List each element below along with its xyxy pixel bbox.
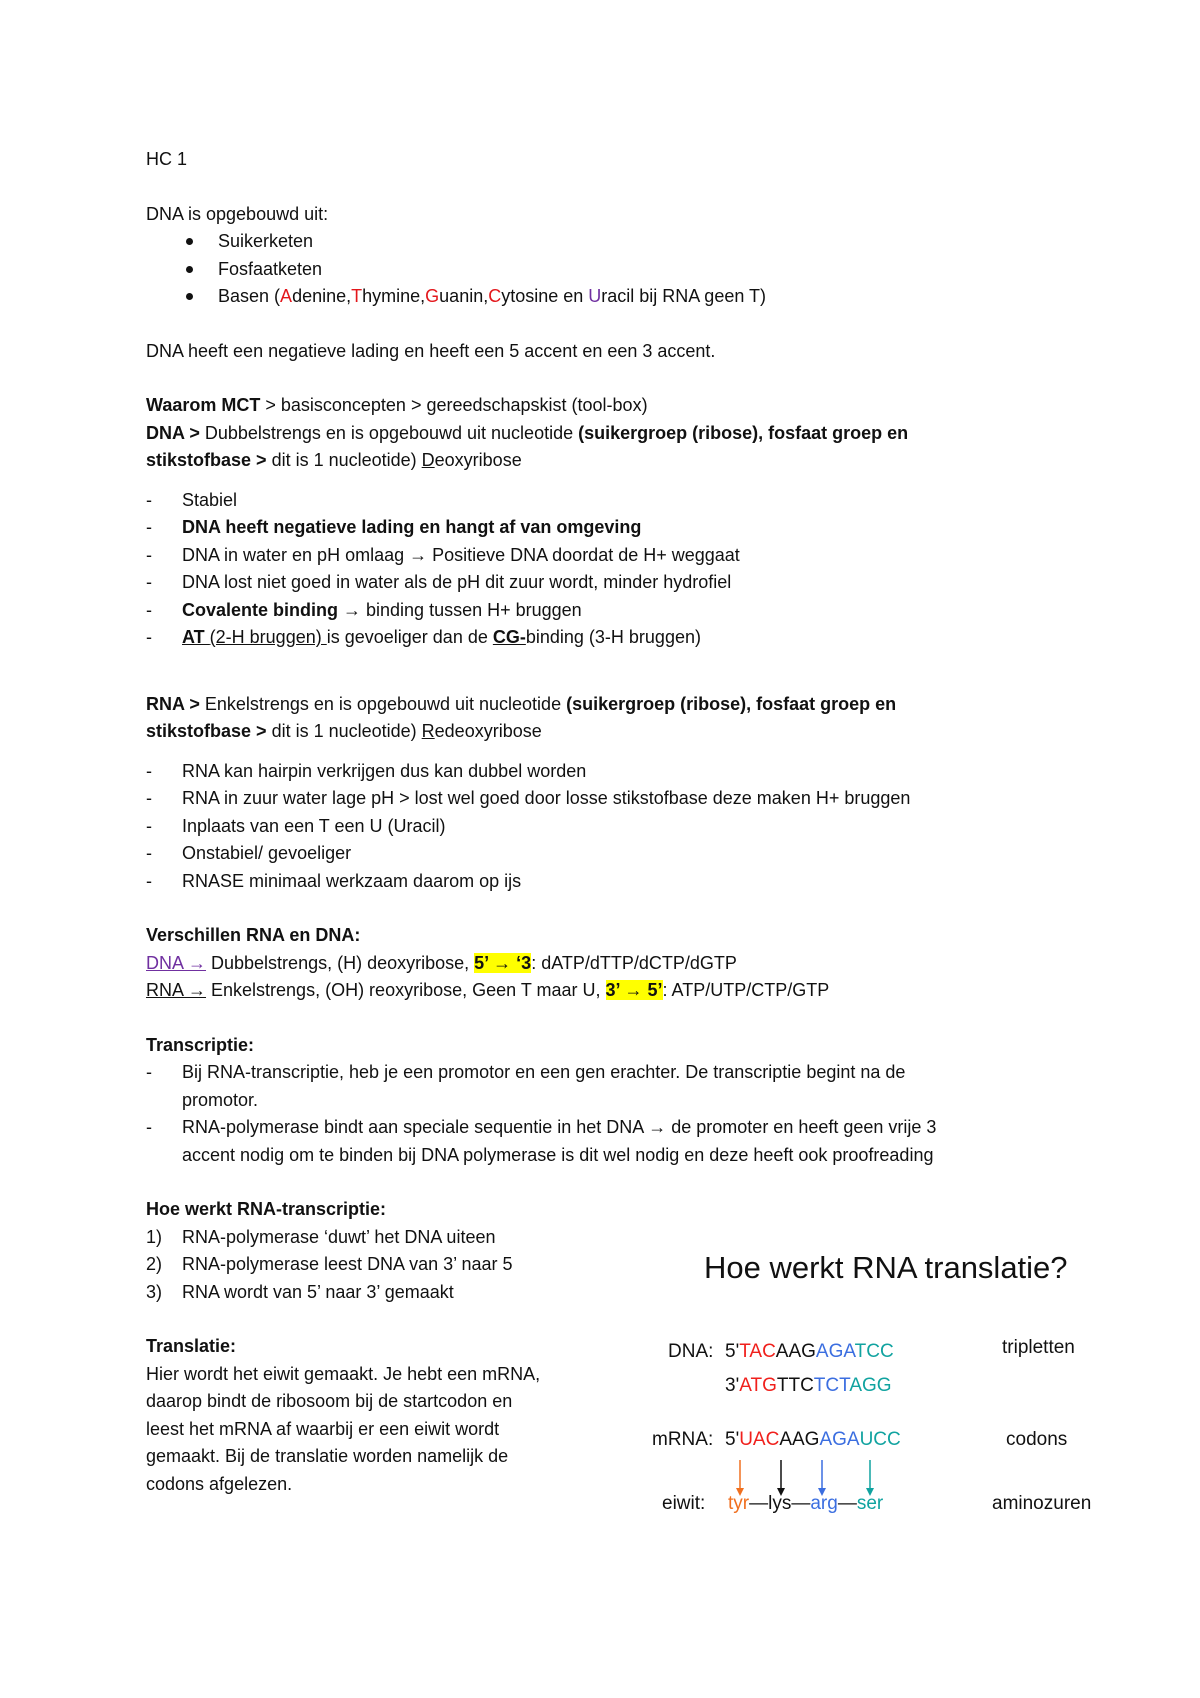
amino-acid-chain: tyr—lys—arg—ser: [728, 1493, 884, 1514]
verschillen-dna-line: DNA → Dubbelstrengs, (H) deoxyribose, 5’ → ‘3: dATP/dTTP/dCTP/dGTP: [146, 952, 737, 973]
waarom-line: Waarom MCT > basisconcepten > gereedschapskist (tool-box): [146, 395, 648, 415]
dna-intro: DNA is opgebouwd uit:: [146, 203, 329, 224]
list-item: Suikerketen: [146, 228, 1066, 256]
mrna-strand: 5'UACAAGAGAUCC: [725, 1429, 901, 1450]
list-item: - Inplaats van een T een U (Uracil): [146, 815, 446, 836]
lading-text: DNA heeft een negatieve lading en heeft een 5 accent en een 3 accent.: [146, 340, 716, 361]
list-item: - RNA kan hairpin verkrijgen dus kan dubbel worden: [146, 760, 587, 781]
dna-strand-3: 3'ATGTTCTCTAGG: [725, 1375, 892, 1396]
eiwit-row-label: eiwit:: [662, 1493, 706, 1514]
list-item: - RNA-polymerase bindt aan speciale sequentie in het DNA → de promoter en heeft geen vrije 3 accent nodig om te binden bij DNA polymerase is dit wel nodig en deze heeft ook proofreading: [146, 1117, 937, 1165]
translatie-title: Translatie:: [146, 1336, 237, 1356]
list-item: Fosfaatketen: [146, 256, 1066, 284]
list-item: - DNA heeft negatieve lading en hangt af van omgeving: [146, 517, 642, 537]
rna-translation-figure: [650, 1248, 1120, 1548]
list-item: - Stabiel: [146, 489, 238, 510]
list-item: - RNASE minimaal werkzaam daarom op ijs: [146, 870, 522, 891]
rna-definition-line2: stikstofbase > dit is 1 nucleotide) Redeoxyribose: [146, 721, 542, 741]
list-item: - DNA in water en pH omlaag → Positieve DNA doordat de H+ weggaat: [146, 544, 740, 565]
rna-definition-line1: RNA > Enkelstrengs en is opgebouwd uit nucleotide (suikergroep (ribose), fosfaat groep en: [146, 693, 897, 714]
verschillen-rna-line: RNA → Enkelstrengs, (OH) reoxyribose, Geen T maar U, 3’ → 5’: ATP/UTP/CTP/GTP: [146, 980, 830, 1000]
list-item: - DNA lost niet goed in water als de pH dit zuur wordt, minder hydrofiel: [146, 572, 732, 592]
list-item: - AT (2-H bruggen) is gevoeliger dan de CG-binding (3-H bruggen): [146, 627, 701, 647]
list-item: - Covalente binding → binding tussen H+ bruggen: [146, 599, 582, 620]
translatie-paragraph: Hier wordt het eiwit gemaakt. Je hebt een mRNA, daarop bindt de ribosoom bij de startcodon en leest het mRNA af waarbij er een eiwit wordt gemaakt. Bij de translatie worden namelijk de codons afgelezen.: [146, 1363, 541, 1494]
list-item: 1) RNA-polymerase ‘duwt’ het DNA uiteen: [146, 1226, 496, 1247]
list-item: - RNA in zuur water lage pH > lost wel goed door losse stikstofbase deze maken H+ bruggen: [146, 788, 911, 808]
list-item: - Onstabiel/ gevoeliger: [146, 843, 352, 863]
transcriptie-list: [146, 1059, 1066, 1169]
dna-definition-line2: stikstofbase > dit is 1 nucleotide) Deoxyribose: [146, 450, 522, 470]
dna-link[interactable]: DNA →: [146, 952, 207, 973]
dna-strand-5: 5'TACAAGAGATCC: [725, 1341, 894, 1362]
dna-components-list: [146, 228, 1066, 311]
transcriptie-title: Transcriptie:: [146, 1034, 255, 1055]
list-item-basen: Basen (Adenine,Thymine,Guanin,Cytosine en Uracil bij RNA geen T): [146, 283, 1066, 311]
dna-row-label: DNA:: [668, 1341, 714, 1362]
tripletten-label: tripletten: [1002, 1337, 1075, 1358]
list-item: 2) RNA-polymerase leest DNA van 3’ naar 5: [146, 1254, 513, 1274]
figure-title: Hoe werkt RNA translatie?: [704, 1250, 1068, 1285]
list-item: - Bij RNA-transcriptie, heb je een promotor en een gen erachter. De transcriptie begint na de promotor.: [146, 1062, 906, 1110]
verschillen-title: Verschillen RNA en DNA:: [146, 925, 361, 945]
codons-label: codons: [1006, 1429, 1068, 1450]
dna-properties-list: [146, 487, 1066, 652]
list-item: 3) RNA wordt van 5’ naar 3’ gemaakt: [146, 1281, 454, 1302]
rna-properties-list: [146, 758, 1066, 896]
dna-definition-line1: DNA > Dubbelstrengs en is opgebouwd uit nucleotide (suikergroep (ribose), fosfaat groep en: [146, 422, 909, 443]
rna-link: RNA →: [146, 980, 207, 1000]
heading: HC 1: [146, 149, 188, 169]
aminozuren-label: aminozuren: [992, 1493, 1092, 1514]
mrna-row-label: mRNA:: [652, 1429, 714, 1450]
hoe-werkt-title: Hoe werkt RNA-transcriptie:: [146, 1199, 387, 1219]
